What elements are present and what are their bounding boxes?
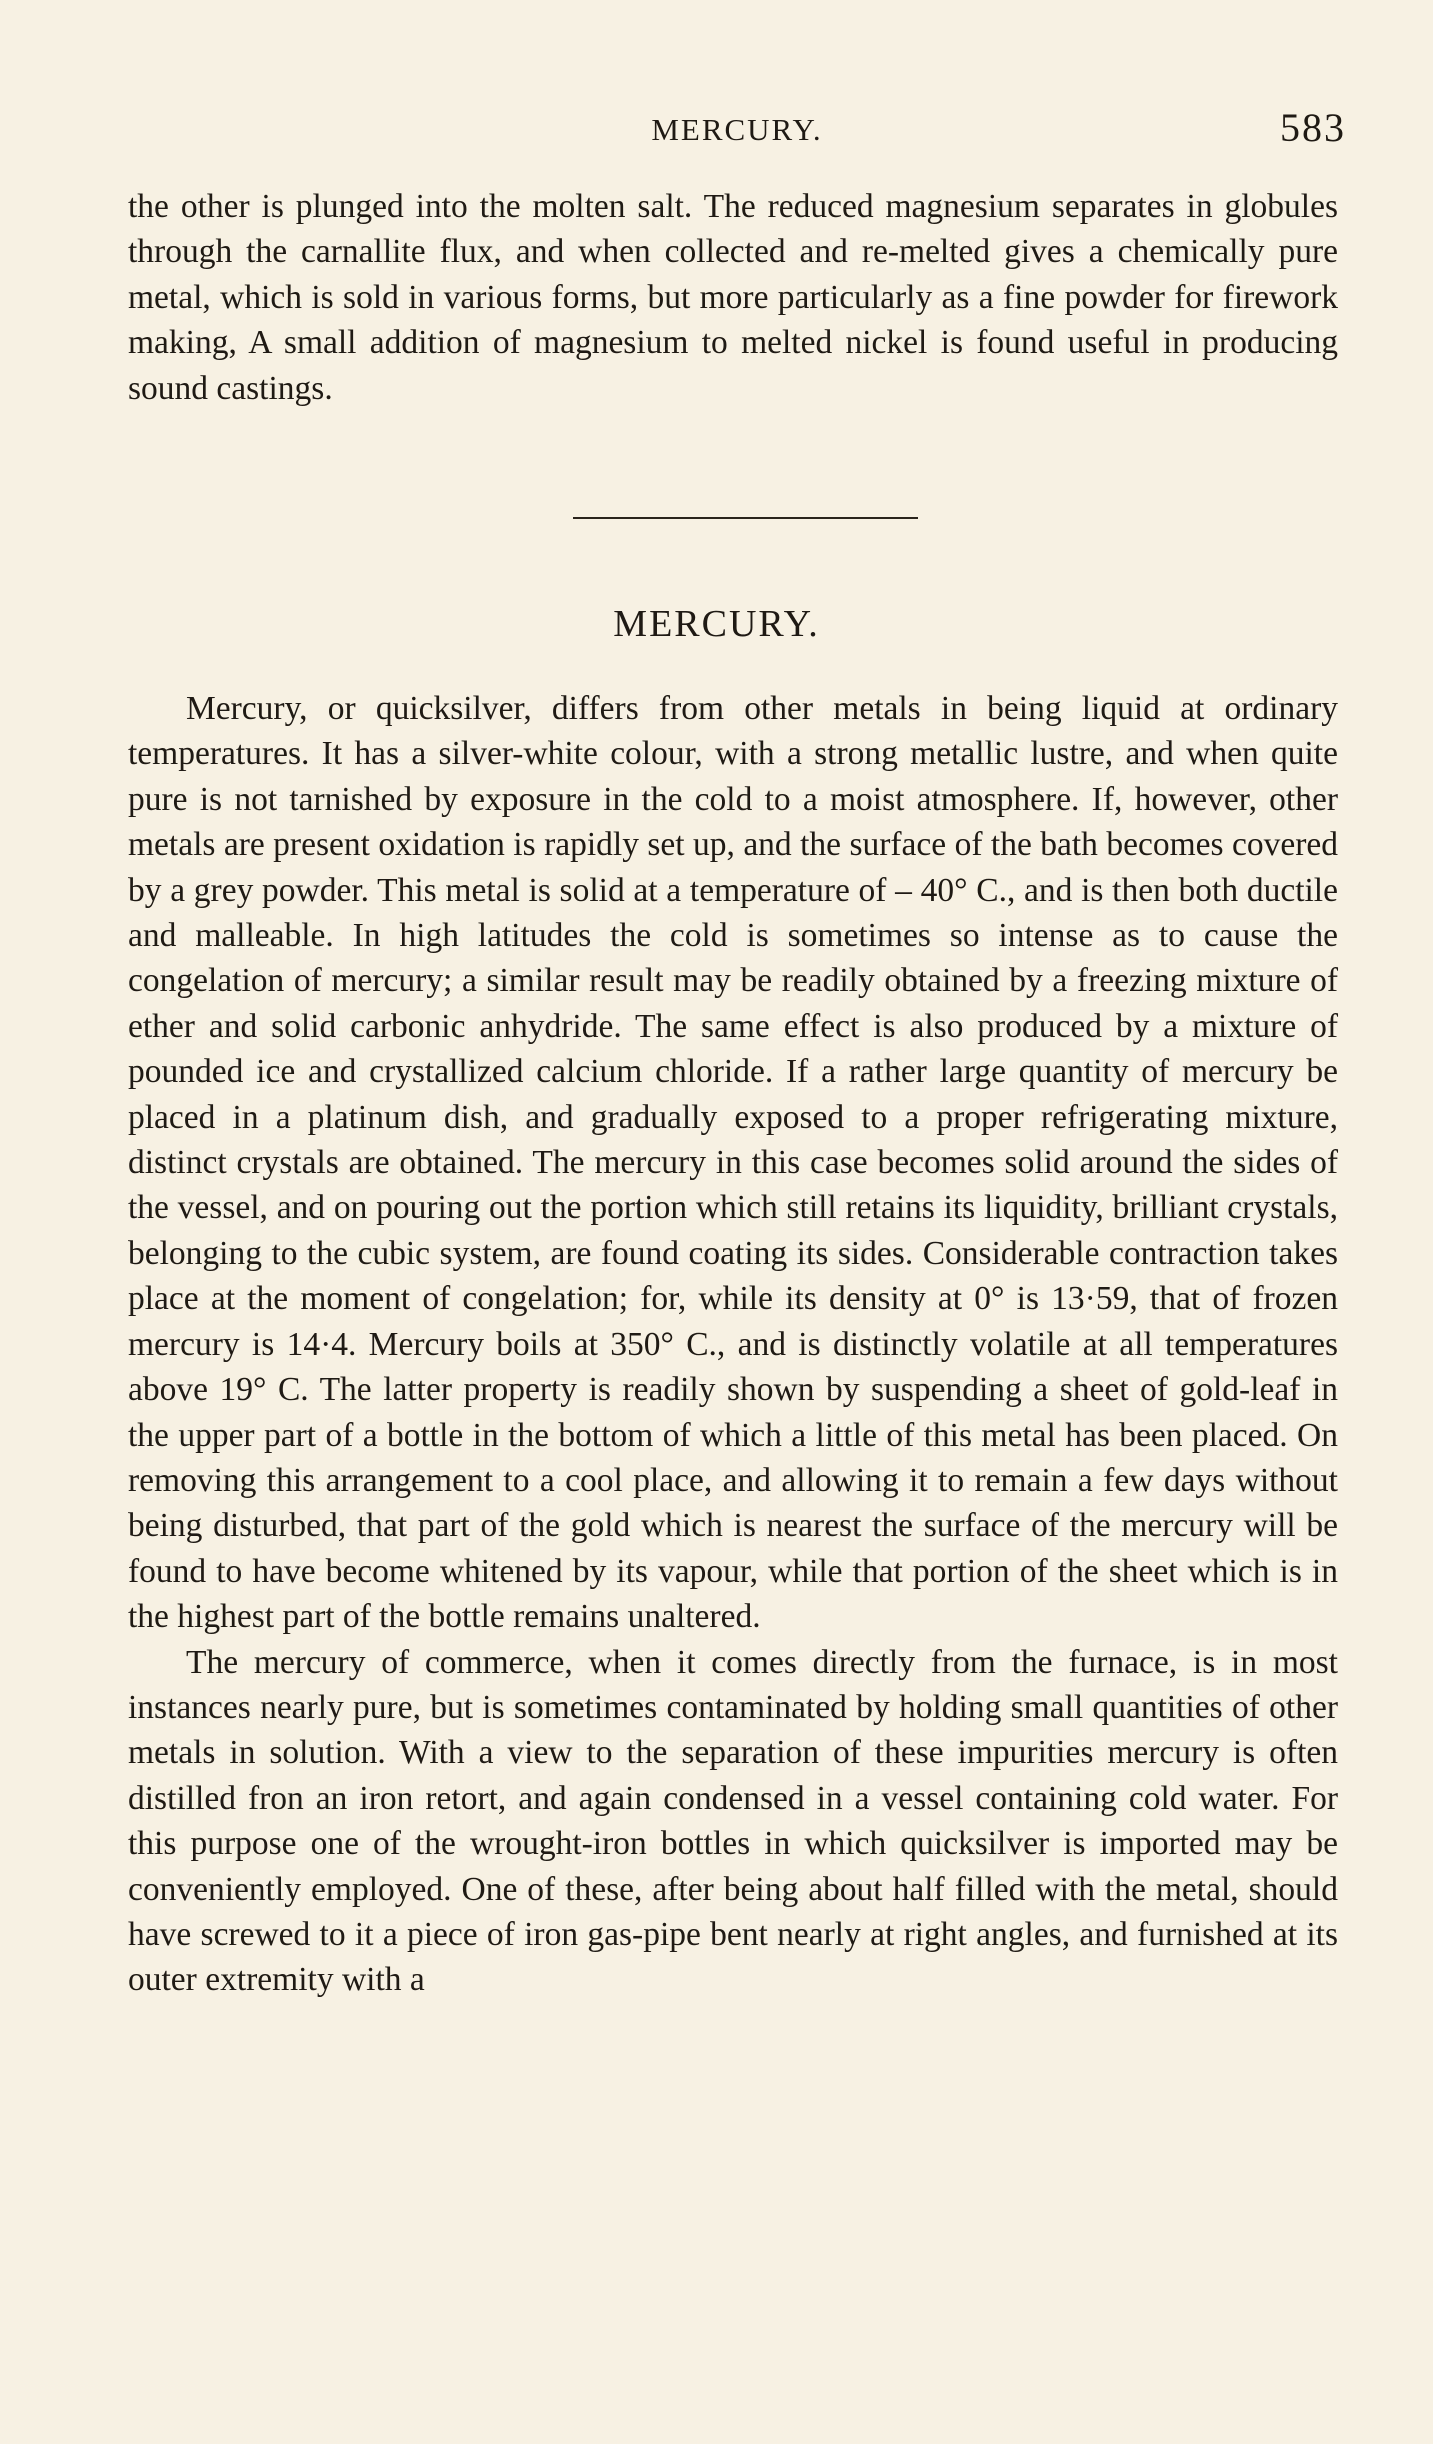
body-paragraph: The mercury of commerce, when it comes directly from the furnace, is in most instances nearly pure, but is sometimes contaminated by holding small quantities of other metals in solution. With a view to the separation of these impurities mercury is often distilled fron an iron retort, and again condensed in a vessel containing cold water. For this purpose one of the wrought-iron bottles in which quicksilver is imported may be conveniently employed. One of these, after being about half filled with the metal, should have screwed to it a piece of iron gas-pipe bent nearly at right angles, and furnished at its outer extremity with a [128, 1643, 1338, 1999]
page-number: 583 [1280, 105, 1346, 150]
running-title: MERCURY. [651, 112, 823, 147]
section-heading: MERCURY. [613, 603, 820, 645]
continuation-paragraph: the other is plunged into the molten salt. The reduced magnesium separates in globules through the carnallite flux, and when collected and re-melted gives a chemically pure metal, which is sold in various forms, but more particularly as a fine powder for firework making, A small addition of magnesium to melted nickel is found useful in producing sound castings. [128, 188, 1338, 407]
section-body [128, 686, 1338, 2003]
section-divider [573, 517, 918, 519]
body-paragraph: Mercury, or quicksilver, differs from other metals in being liquid at ordinary temperatures. It has a silver-white colour, with a strong metallic lustre, and when quite pure is not tarnished by exposure in the cold to a moist atmosphere. If, however, other metals are present oxidation is rapidly set up, and the surface of the bath becomes covered by a grey powder. This metal is solid at a temperature of – 40° C., and is then both ductile and malleable. In high latitudes the cold is sometimes so intense as to cause the congelation of mercury; a similar result may be readily obtained by a freezing mixture of ether and solid carbonic anhydride. The same effect is also produced by a mixture of pounded ice and crystallized calcium chloride. If a rather large quantity of mercury be placed in a platinum dish, and gradually exposed to a proper refrigerating mixture, distinct crystals are obtained. The mercury in this case becomes solid around the sides of the vessel, and on pouring out the portion which still retains its liquidity, brilliant crystals, belonging to the cubic system, are found coating its sides. Considerable contraction takes place at the moment of congelation; for, while its density at 0° is 13·59, that of frozen mercury is 14·4. Mercury boils at 350° C., and is distinctly volatile at all temperatures above 19° C. The latter property is readily shown by suspending a sheet of gold-leaf in the upper part of a bottle in the bottom of which a little of this metal has been placed. On removing this arrangement to a cool place, and allowing it to remain a few days without being disturbed, that part of the gold which is nearest the surface of the mercury will be found to have become whitened by its vapour, while that portion of the sheet which is in the highest part of the bottle remains unaltered. [128, 690, 1338, 1636]
continuation-text [128, 184, 1338, 411]
running-head [128, 104, 1346, 164]
